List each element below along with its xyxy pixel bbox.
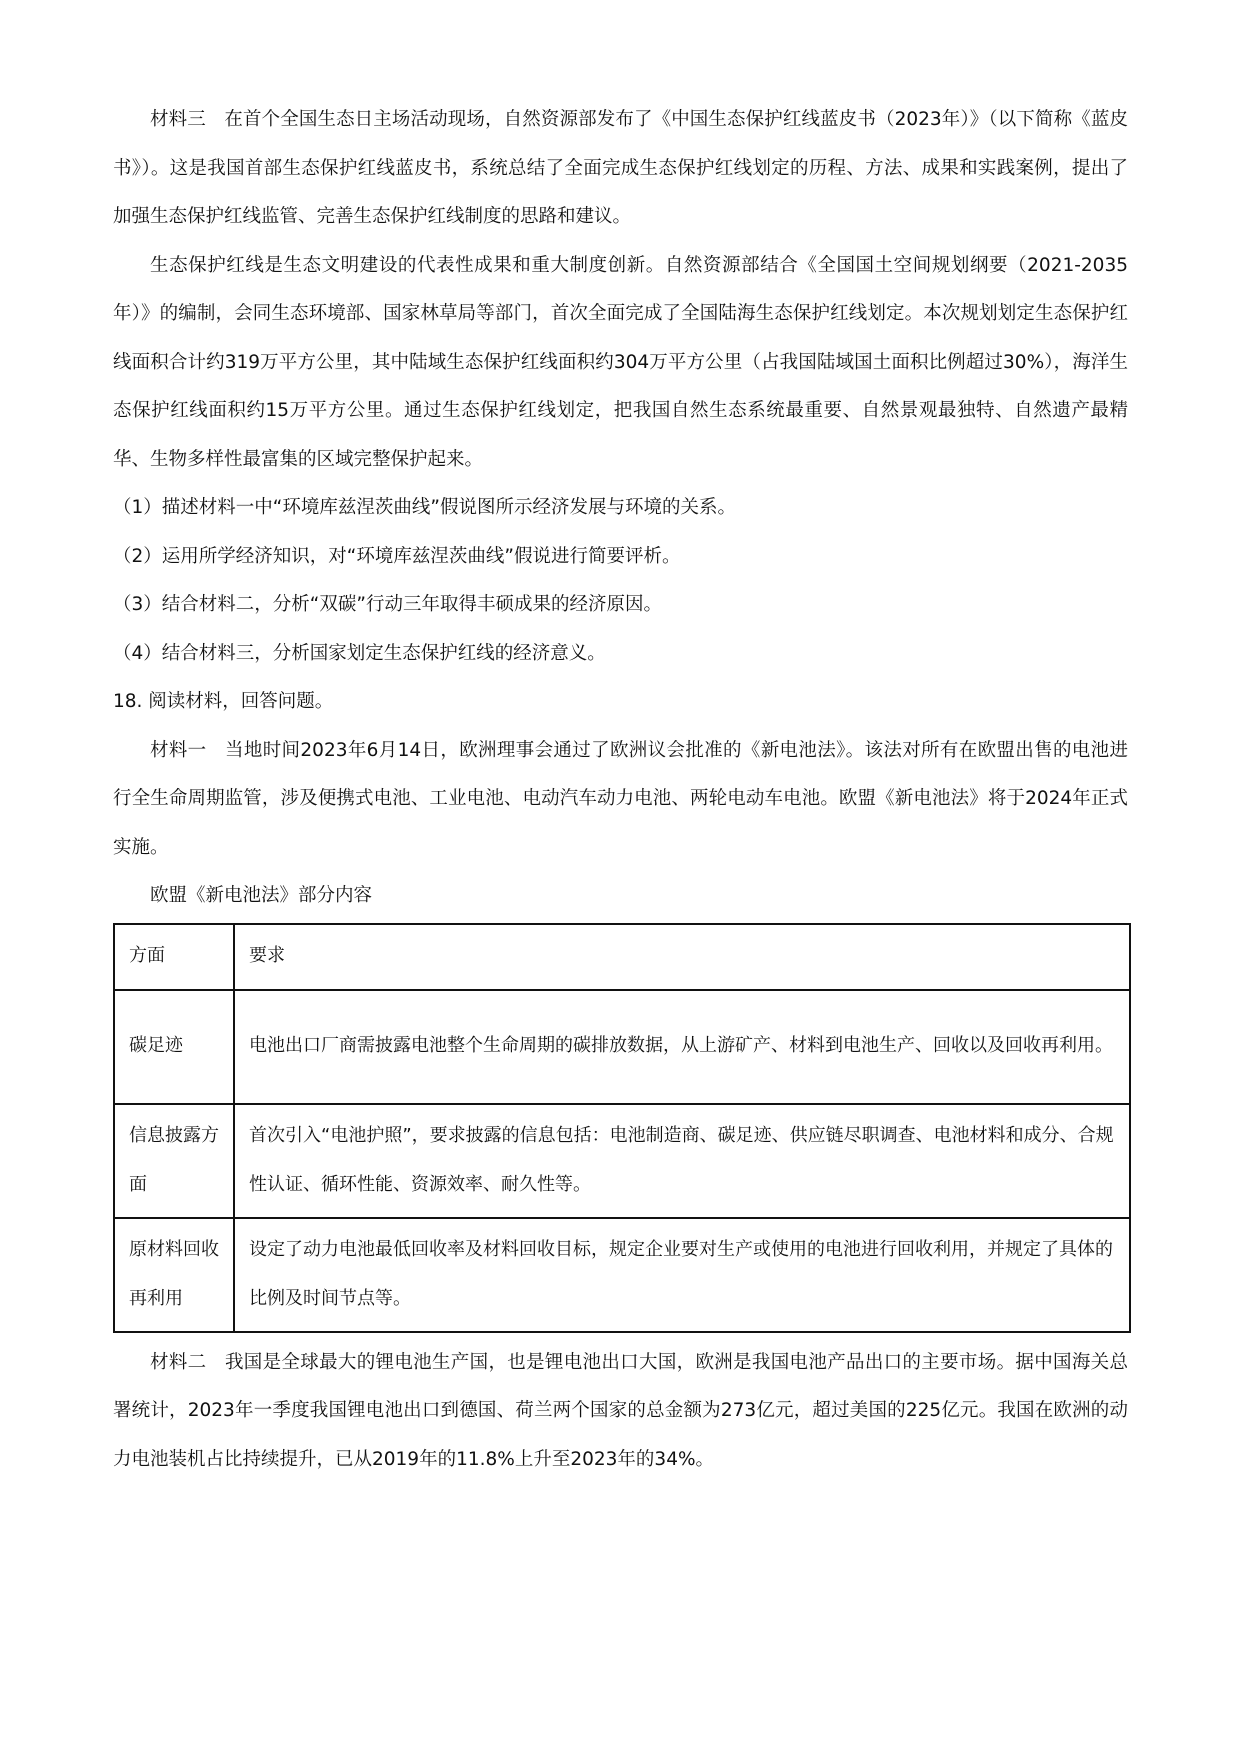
table-cell-aspect: 信息披露方面: [114, 1104, 234, 1218]
table-cell-aspect: 碳足迹: [114, 990, 234, 1104]
q18-material2-tag: 材料二: [150, 1351, 207, 1373]
table-caption: 欧盟《新电池法》部分内容: [150, 885, 373, 906]
q18-material1-paragraph: [113, 727, 1128, 873]
q18-material1-tag: 材料一: [150, 739, 207, 761]
question-17-1: （1）描述材料一中“环境库兹涅茨曲线”假说图所示经济发展与环境的关系。: [113, 497, 736, 518]
q18-material2-paragraph: [113, 1339, 1128, 1485]
material3-text-1: 在首个全国生态日主场活动现场，自然资源部发布了《中国生态保护红线蓝皮书（2023年）》（以下简称《蓝皮书》）。这是我国首部生态保护红线蓝皮书，系统总结了全面完成生态保护红线划定的历程、方法、成果和实践案例，提出了加强生态保护红线监管、完善生态保护红线制度的思路和建议。: [113, 109, 1128, 227]
question-17-4: （4）结合材料三，分析国家划定生态保护红线的经济意义。: [113, 642, 606, 664]
table-cell-requirement: 设定了动力电池最低回收率及材料回收目标，规定企业要对生产或使用的电池进行回收利用，并规定了具体的比例及时间节点等。: [234, 1218, 1130, 1332]
battery-law-table: [113, 923, 1131, 1333]
document-page: [113, 96, 1128, 1484]
question-18-heading: 18. 阅读材料，回答问题。: [113, 691, 334, 712]
table-cell-requirement: 电池出口厂商需披露电池整个生命周期的碳排放数据，从上游矿产、材料到电池生产、回收以及回收再利用。: [234, 990, 1130, 1104]
material3-paragraph-2: 生态保护红线是生态文明建设的代表性成果和重大制度创新。自然资源部结合《全国国土空间规划纲要（2021-2035年）》的编制，会同生态环境部、国家林草局等部门，首次全面完成了全国陆海生态保护红线划定。本次规划划定生态保护红线面积合计约319万平方公里，其中陆域生态保护红线面积约304万平方公里（占我国陆域国土面积比例超过30%），海洋生态保护红线面积约15万平方公里。通过生态保护红线划定，把我国自然生态系统最重要、自然景观最独特、自然遗产最精华、生物多样性最富集的区域完整保护起来。: [113, 254, 1128, 470]
question-17-2: （2）运用所学经济知识，对“环境库兹涅茨曲线”假说进行简要评析。: [113, 545, 681, 567]
table-row: [114, 1104, 1130, 1218]
table-header-requirement: 要求: [234, 924, 1130, 990]
table-header-row: [114, 924, 1130, 990]
table-row: [114, 990, 1130, 1104]
table-cell-aspect: 原材料回收再利用: [114, 1218, 234, 1332]
material3-paragraph-1: [113, 96, 1128, 242]
q18-material2-text: 我国是全球最大的锂电池生产国，也是锂电池出口大国，欧洲是我国电池产品出口的主要市场。据中国海关总署统计，2023年一季度我国锂电池出口到德国、荷兰两个国家的总金额为273亿元，超过美国的225亿元。我国在欧洲的动力电池装机占比持续提升，已从2019年的11.8%上升至2023年的34%。: [113, 1351, 1128, 1470]
material3-tag: 材料三: [150, 109, 206, 130]
table-cell-requirement: 首次引入“电池护照”，要求披露的信息包括：电池制造商、碳足迹、供应链尽职调查、电池材料和成分、合规性认证、循环性能、资源效率、耐久性等。: [234, 1104, 1130, 1218]
q18-material1-text: 当地时间2023年6月14日，欧洲理事会通过了欧洲议会批准的《新电池法》。该法对所有在欧盟出售的电池进行全生命周期监管，涉及便携式电池、工业电池、电动汽车动力电池、两轮电动车电池。欧盟《新电池法》将于2024年正式实施。: [113, 739, 1128, 858]
table-header-aspect: 方面: [114, 924, 234, 990]
question-17-3: （3）结合材料二，分析“双碳”行动三年取得丰硕成果的经济原因。: [113, 594, 662, 615]
table-row: [114, 1218, 1130, 1332]
